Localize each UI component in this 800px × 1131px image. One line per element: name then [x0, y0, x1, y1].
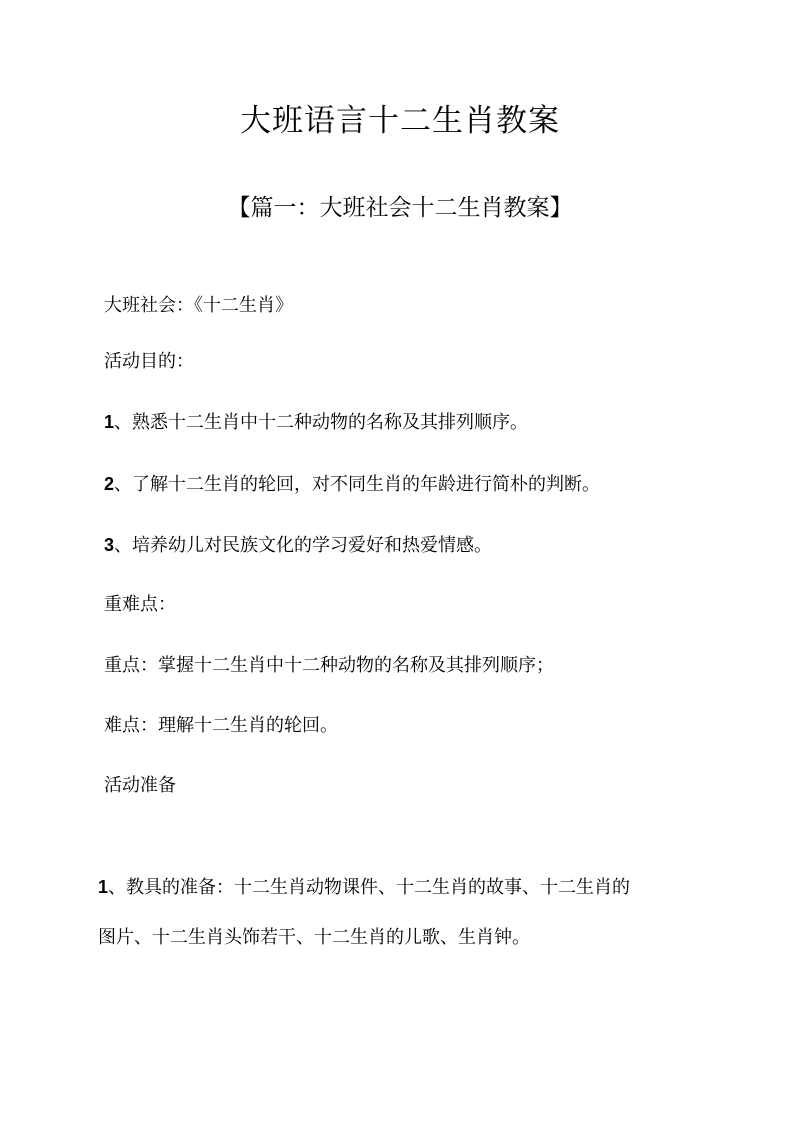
line-text: 、教具的准备：十二生肖动物课件、十二生肖的故事、十二生肖的	[108, 877, 631, 898]
item-number: 2	[104, 474, 115, 494]
line-text: 重点：掌握十二生肖中十二种动物的名称及其排列顺序；	[104, 655, 554, 676]
line-text: 大班社会：《十二生肖》	[104, 295, 293, 316]
line-text: 重难点：	[104, 594, 176, 615]
key-points-heading	[104, 592, 176, 618]
line-text: 活动目的：	[104, 351, 194, 372]
key-point-line	[104, 653, 554, 679]
item-number: 3	[104, 535, 115, 555]
difficult-point-line	[104, 713, 338, 739]
line-text: 难点：理解十二生肖的轮回。	[104, 715, 338, 736]
item-number: 1	[98, 877, 109, 897]
objective-item-3	[104, 532, 492, 559]
item-number: 1	[104, 412, 115, 432]
preparation-heading	[104, 773, 176, 799]
preparation-item-1-continued	[98, 925, 530, 951]
line-text: 图片、十二生肖头饰若干、十二生肖的儿歌、生肖钟。	[98, 927, 530, 948]
objective-item-2	[104, 471, 600, 498]
objectives-heading	[104, 349, 194, 375]
preparation-item-1	[98, 874, 630, 901]
lesson-topic	[104, 293, 293, 319]
line-text: 活动准备	[104, 775, 176, 796]
document-title: 大班语言十二生肖教案	[240, 103, 560, 139]
objective-item-1	[104, 409, 528, 436]
line-text: 、培养幼儿对民族文化的学习爱好和热爱情感。	[114, 535, 493, 556]
line-text: 、熟悉十二生肖中十二种动物的名称及其排列顺序。	[114, 412, 529, 433]
section-heading: 【篇一：大班社会十二生肖教案】	[227, 195, 573, 221]
line-text: 、了解十二生肖的轮回，对不同生肖的年龄进行简朴的判断。	[114, 474, 601, 495]
